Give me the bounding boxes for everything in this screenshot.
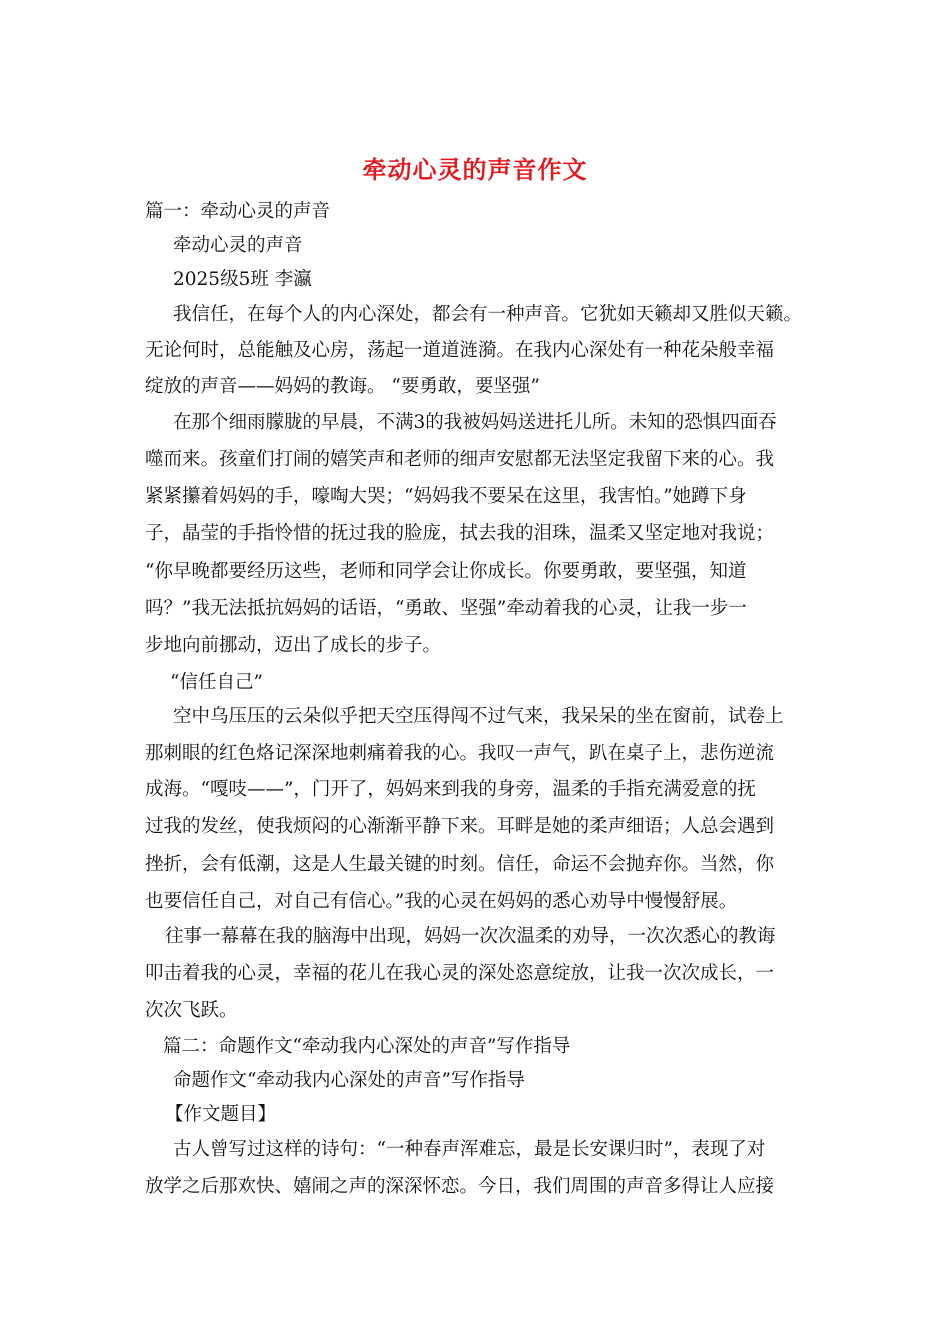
essay-title: 牵动心灵的声音: [173, 235, 303, 256]
paragraph-line: 次次飞跃。: [145, 1000, 238, 1021]
paragraph-line: 无论何时，总能触及心房，荡起一道道涟漪。在我内心深处有一种花朵般幸福: [145, 340, 775, 361]
section-heading-2: 篇二：命题作文“牵动我内心深处的声音”写作指导: [163, 1036, 571, 1057]
paragraph-line: 空中乌压压的云朵似乎把天空压得闯不过气来，我呆呆的坐在窗前，试卷上: [173, 706, 784, 727]
paragraph-line: 放学之后那欢快、嬉闹之声的深深怀恋。今日，我们周围的声音多得让人应接: [145, 1176, 775, 1197]
paragraph-line: 紧紧攥着妈妈的手，嚎啕大哭；“妈妈我不要呆在这里，我害怕。”她蹲下身: [145, 486, 747, 507]
paragraph-line: 挫折，会有低潮，这是人生最关键的时刻。信任，命运不会抛弃你。当然，你: [145, 854, 775, 875]
paragraph-line: 噬而来。孩童们打闹的嬉笑声和老师的细声安慰都无法坚定我留下来的心。我: [145, 449, 775, 470]
subheading-line: 【作文题目】: [165, 1104, 277, 1125]
paragraph-line: 过我的发丝，使我烦闷的心渐渐平静下来。耳畔是她的柔声细语；人总会遇到: [145, 816, 775, 837]
paragraph-line: 吗？”我无法抵抗妈妈的话语，“勇敢、坚强”牵动着我的心灵，让我一步一: [145, 598, 747, 619]
document-title: 牵动心灵的声音作文: [362, 155, 588, 184]
subheading-line: “信任自己”: [170, 672, 263, 693]
paragraph-line: 在那个细雨朦胧的早晨，不满3的我被妈妈送进托儿所。未知的恐惧四面吞: [173, 412, 777, 433]
paragraph-line: 子，晶莹的手指怜惜的抚过我的脸庞，拭去我的泪珠，温柔又坚定地对我说；: [145, 523, 775, 544]
paragraph-line: 我信任，在每个人的内心深处，都会有一种声音。它犹如天籁却又胜似天籁。: [173, 304, 803, 325]
paragraph-line: 也要信任自己，对自己有信心。”我的心灵在妈妈的悉心劝导中慢慢舒展。: [145, 891, 738, 912]
paragraph-line: 成海。“嘎吱——”，门开了，妈妈来到我的身旁，温柔的手指充满爱意的抚: [145, 779, 756, 800]
paragraph-line: 步地向前挪动，迈出了成长的步子。: [145, 635, 442, 656]
author-line: 2025级5班 李瀛: [173, 269, 312, 290]
paragraph-line: 叩击着我的心灵，幸福的花儿在我心灵的深处恣意绽放，让我一次次成长，一: [145, 963, 775, 984]
section-heading-1: 篇一：牵动心灵的声音: [145, 201, 331, 222]
paragraph-line: 往事一幕幕在我的脑海中出现，妈妈一次次温柔的劝导，一次次悉心的教诲: [165, 926, 776, 947]
paragraph-line: 绽放的声音——妈妈的教诲。 “要勇敢，要坚强”: [145, 376, 540, 397]
paragraph-line: “你早晚都要经历这些，老师和同学会让你成长。你要勇敢，要坚强，知道: [145, 561, 747, 582]
subheading-line: 命题作文“牵动我内心深处的声音”写作指导: [173, 1070, 525, 1091]
paragraph-line: 那刺眼的红色烙记深深地刺痛着我的心。我叹一声气，趴在桌子上，悲伤逆流: [145, 743, 775, 764]
paragraph-line: 古人曾写过这样的诗句：“一种春声浑难忘，最是长安课归时”，表现了对: [173, 1139, 766, 1160]
